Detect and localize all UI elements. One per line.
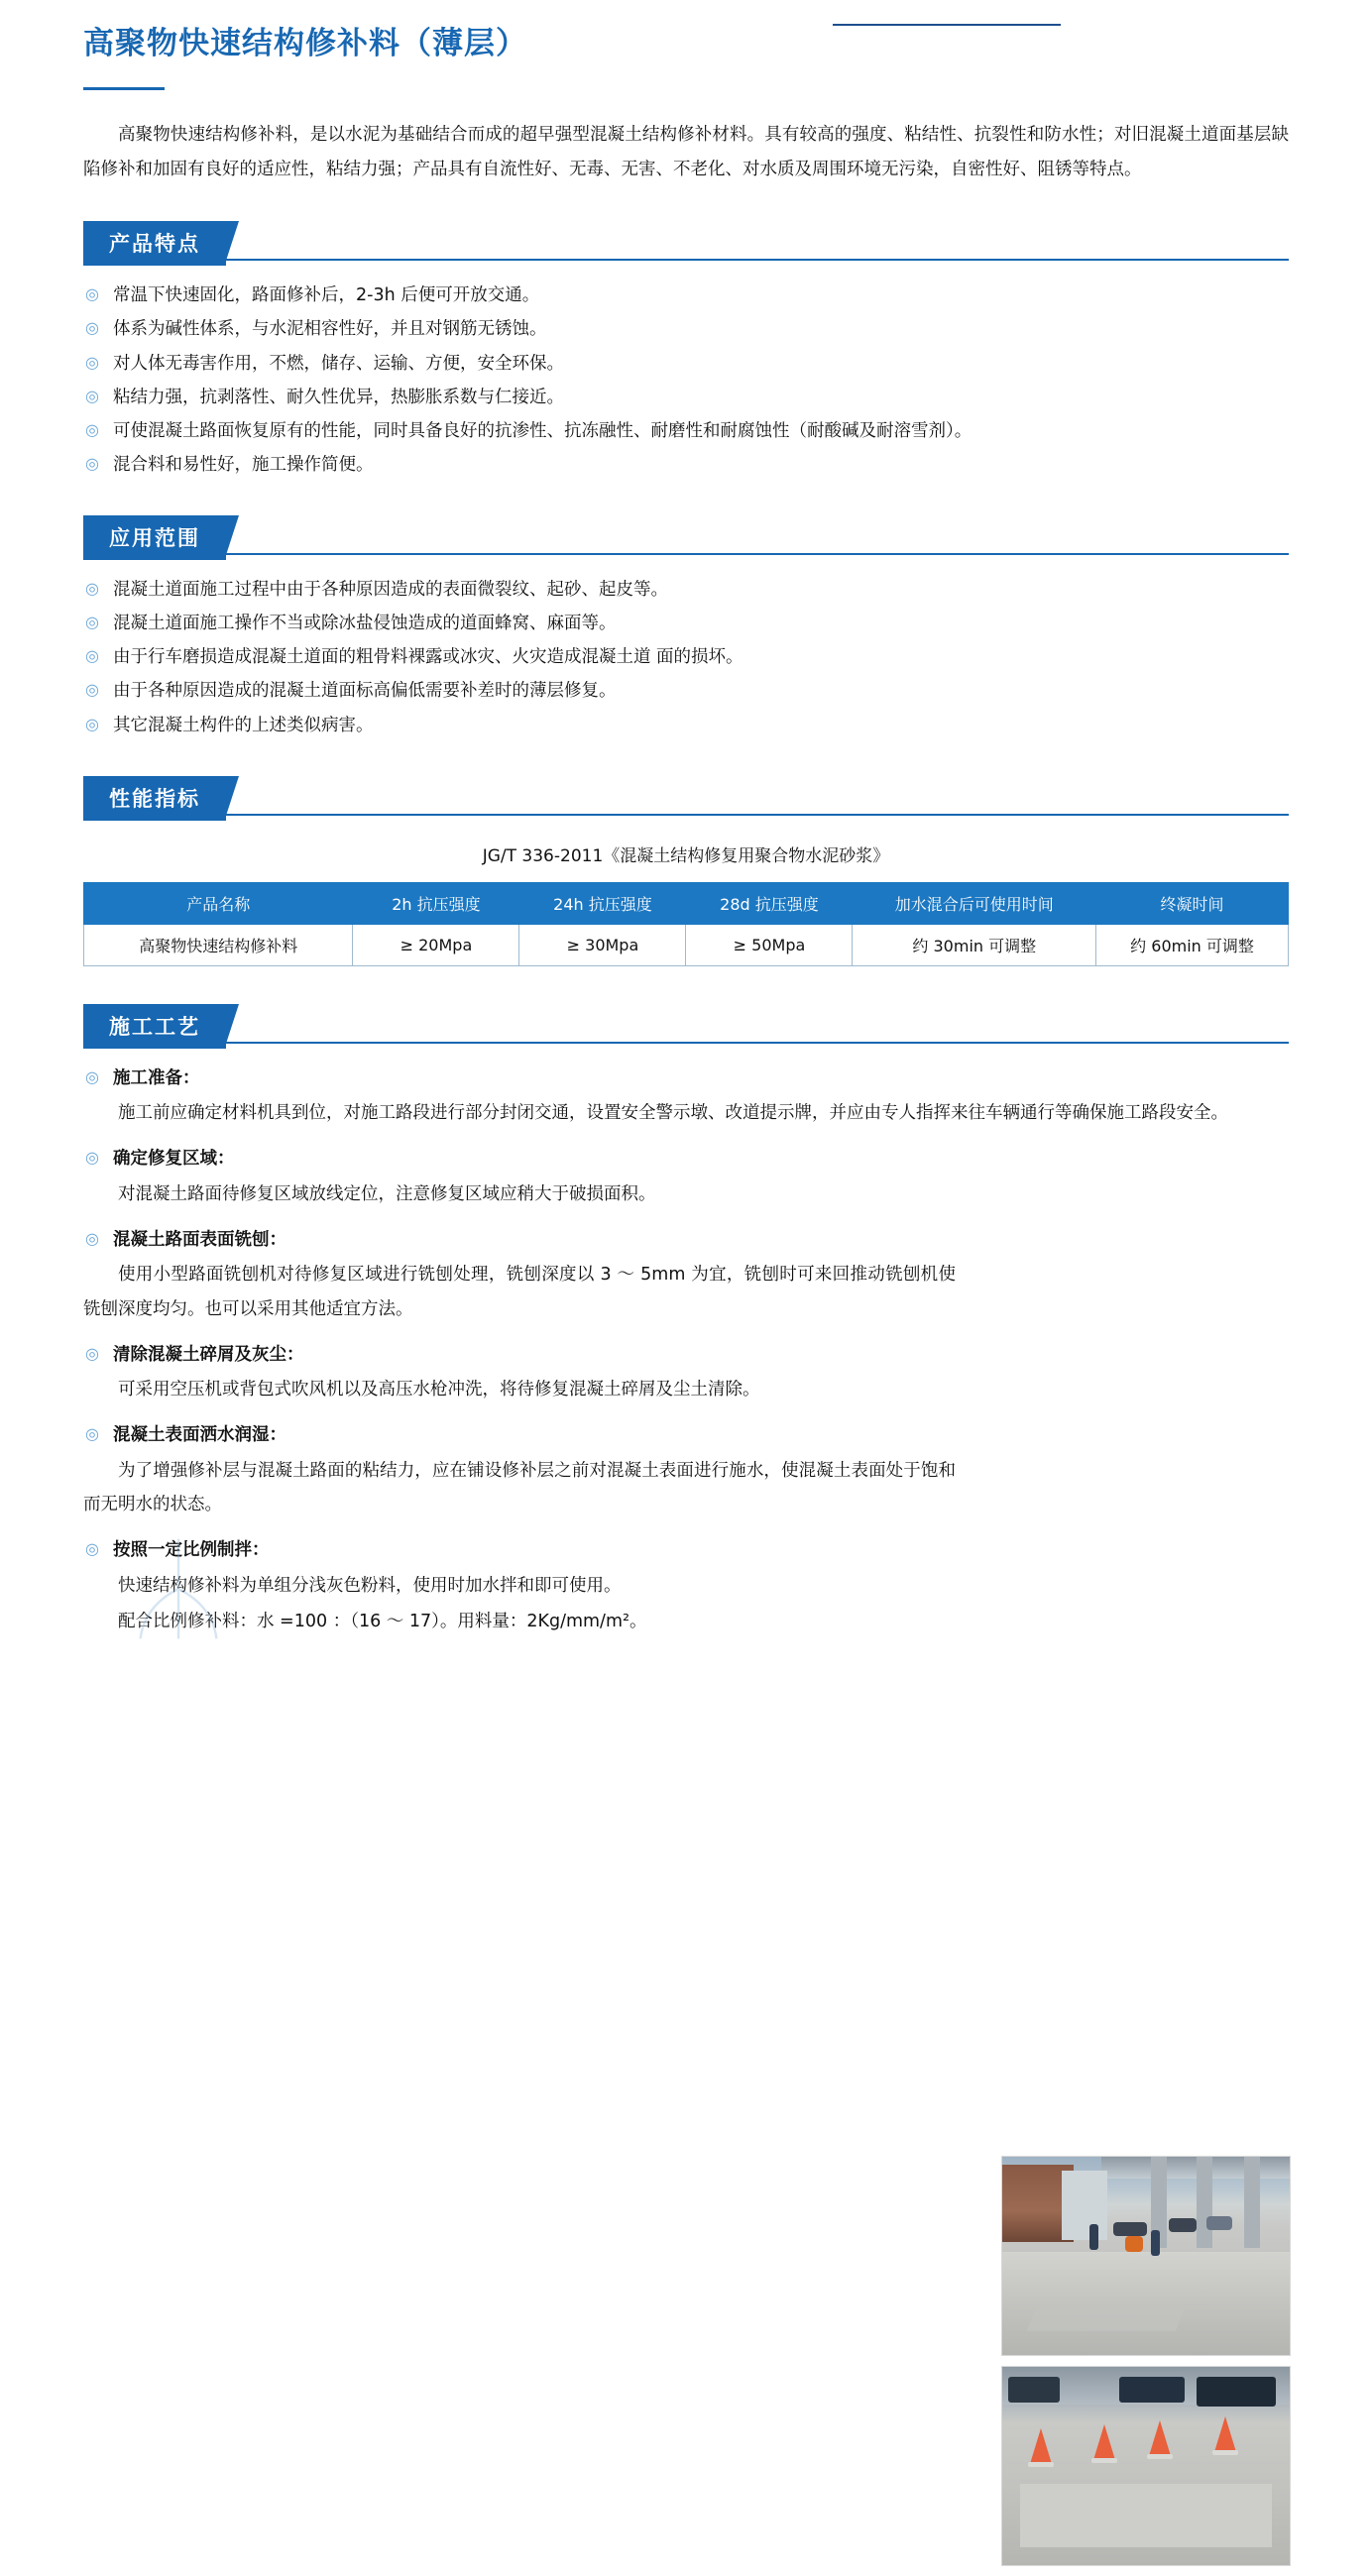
table-cell: 约 60min 可调整: [1096, 924, 1289, 965]
application-list: [83, 573, 1289, 742]
list-item: ◎ 混合料和易性好，施工操作简便。: [83, 448, 1289, 482]
process-step: [83, 1144, 956, 1211]
section-title-process: 施工工艺: [83, 1004, 226, 1049]
section-header-features: [83, 221, 1289, 261]
performance-table: [83, 882, 1289, 966]
table-cell: 高聚物快速结构修补料: [84, 924, 353, 965]
step-title: ◎ 施工准备：: [83, 1064, 1289, 1095]
process-step: [83, 1225, 956, 1326]
step-title: ◎ 混凝土路面表面铣刨：: [83, 1225, 956, 1257]
section-header-performance: [83, 776, 1289, 816]
site-photo-1: [1001, 2156, 1291, 2356]
step-body-extra: 配合比例修补料：水 =100 ：（16 ～ 17）。用料量：2Kg/mm/m²。: [118, 1611, 647, 1631]
list-item: ◎ 粘结力强，抗剥落性、耐久性优异，热膨胀系数与仁接近。: [83, 381, 1289, 414]
step-body: 为了增强修补层与混凝土路面的粘结力，应在铺设修补层之前对混凝土表面进行施水，使混凝土表面处于饱和而无明水的状态。: [83, 1460, 956, 1514]
section-rule: [83, 814, 1289, 816]
intro-paragraph: 高聚物快速结构修补料，是以水泥为基础结合而成的超早强型混凝土结构修补材料。具有较高的强度、粘结性、抗裂性和防水性；对旧混凝土道面基层缺陷修补和加固有良好的适应性，粘结力强；产品具有自流性好、无毒、无害、不老化、对水质及周围环境无污染，自密性好、阻锈等特点。: [83, 125, 1289, 180]
photo-column: [1001, 2156, 1289, 2576]
document-page: [0, 24, 1372, 1638]
list-item: ◎ 由于各种原因造成的混凝土道面标高偏低需要补差时的薄层修复。: [83, 674, 1289, 708]
step-body: 施工前应确定材料机具到位，对施工路段进行部分封闭交通，设置安全警示墩、改道提示牌，并应由专人指挥来往车辆通行等确保施工路段安全。: [118, 1103, 1228, 1124]
process-steps: [83, 1064, 1289, 1638]
process-step: [83, 1064, 1289, 1131]
step-body: 可采用空压机或背包式吹风机以及高压水枪冲洗，将待修复混凝土碎屑及尘土清除。: [118, 1380, 760, 1400]
column-header: 加水混合后可使用时间: [853, 882, 1096, 924]
list-item: ◎ 混凝土道面施工操作不当或除冰盐侵蚀造成的道面蜂窝、麻面等。: [83, 607, 1289, 640]
list-item: ◎ 其它混凝土构件的上述类似病害。: [83, 709, 1289, 742]
standard-reference: JG/T 336-2011《混凝土结构修复用聚合物水泥砂浆》: [482, 845, 890, 866]
document-content: [0, 24, 1372, 1638]
step-body: 使用小型路面铣刨机对待修复区域进行铣刨处理，铣刨深度以 3 ～ 5mm 为宜，铣刨时可来回推动铣刨机使铣刨深度均匀。也可以采用其他适宜方法。: [83, 1265, 956, 1319]
list-item: ◎ 体系为碱性体系，与水泥相容性好，并且对钢筋无锈蚀。: [83, 312, 1289, 346]
process-step: [83, 1420, 956, 1521]
section-header-process: [83, 1004, 1289, 1044]
list-item: ◎ 可使混凝土路面恢复原有的性能，同时具备良好的抗渗性、抗冻融性、耐磨性和耐腐蚀性（耐酸碱及耐溶雪剂）。: [83, 414, 1289, 448]
table-row: [84, 924, 1289, 965]
step-title: ◎ 清除混凝土碎屑及灰尘：: [83, 1340, 956, 1372]
process-step: [83, 1340, 956, 1407]
step-title: ◎ 混凝土表面洒水润湿：: [83, 1420, 956, 1452]
section-title-performance: 性能指标: [83, 776, 226, 821]
step-body: 快速结构修补料为单组分浅灰色粉料，使用时加水拌和即可使用。: [118, 1575, 622, 1596]
site-photo-2: [1001, 2366, 1291, 2566]
features-list: [83, 279, 1289, 482]
list-item: ◎ 常温下快速固化，路面修补后，2-3h 后便可开放交通。: [83, 279, 1289, 312]
list-item: ◎ 由于行车磨损造成混凝土道面的粗骨料裸露或冰灾、火灾造成混凝土道 面的损坏。: [83, 640, 1289, 674]
header-rule: [833, 24, 1061, 26]
section-rule: [83, 1042, 1289, 1044]
section-rule: [83, 259, 1289, 261]
column-header: 终凝时间: [1096, 882, 1289, 924]
section-rule: [83, 553, 1289, 555]
step-body: 对混凝土路面待修复区域放线定位，注意修复区域应稍大于破损面积。: [118, 1183, 656, 1204]
list-item: ◎ 对人体无毒害作用，不燃，储存、运输、方便，安全环保。: [83, 347, 1289, 381]
section-header-application: [83, 515, 1289, 555]
table-cell: ≥ 50Mpa: [686, 924, 853, 965]
table-cell: ≥ 30Mpa: [519, 924, 686, 965]
step-title: ◎ 确定修复区域：: [83, 1144, 956, 1176]
list-item: ◎ 混凝土道面施工过程中由于各种原因造成的表面微裂纹、起砂、起皮等。: [83, 573, 1289, 607]
column-header: 2h 抗压强度: [353, 882, 519, 924]
column-header: 28d 抗压强度: [686, 882, 853, 924]
title-underline: [83, 87, 165, 90]
table-header-row: [84, 882, 1289, 924]
column-header: 24h 抗压强度: [519, 882, 686, 924]
column-header: 产品名称: [84, 882, 353, 924]
section-title-application: 应用范围: [83, 515, 226, 560]
table-cell: ≥ 20Mpa: [353, 924, 519, 965]
watermark-logo: [119, 1529, 238, 1648]
table-cell: 约 30min 可调整: [853, 924, 1096, 965]
section-title-features: 产品特点: [83, 221, 226, 266]
step-title: ◎ 按照一定比例制拌：: [83, 1535, 956, 1567]
page-title: 高聚物快速结构修补料（薄层）: [83, 26, 527, 61]
